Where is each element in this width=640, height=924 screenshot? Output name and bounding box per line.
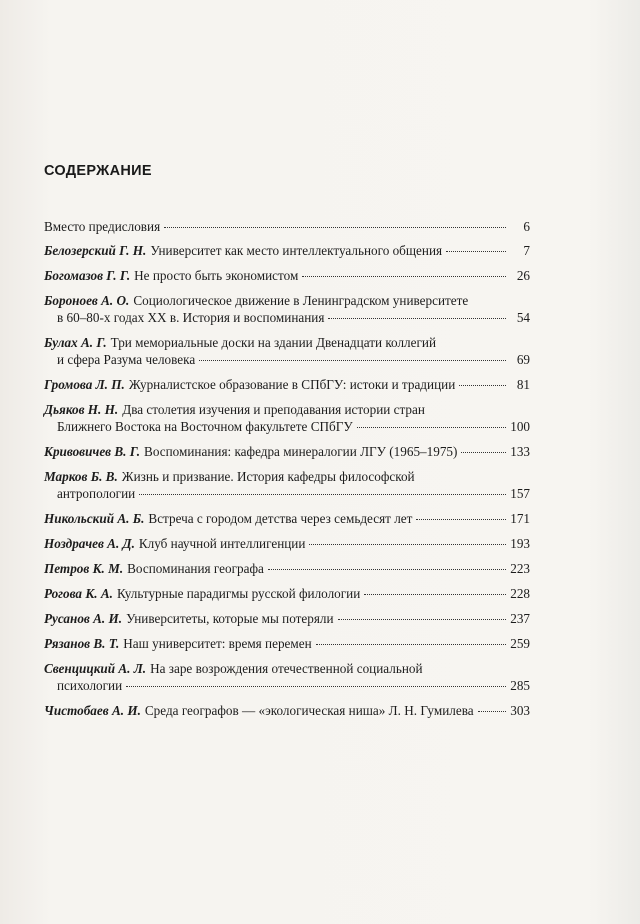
entry-author: Белозерский Г. Н. [44, 243, 147, 258]
dot-leader [478, 711, 506, 712]
entry-title: На заре возрождения отечественной социальной [150, 661, 423, 676]
page-number: 259 [510, 636, 530, 651]
page-number: 237 [510, 611, 530, 626]
page-number: 81 [516, 377, 530, 392]
toc-entry[interactable] [44, 218, 530, 235]
entry-title: Не просто быть экономистом [134, 268, 299, 283]
toc-entry[interactable] [44, 376, 530, 393]
toc-entry[interactable] [44, 660, 530, 694]
entry-title-continued: антропологии [57, 486, 136, 501]
entry-title: Вместо предисловия [44, 219, 161, 234]
page-number: 303 [510, 703, 530, 718]
entry-author: Рязанов В. Т. [44, 636, 120, 651]
entry-title-continued: психологии [57, 678, 123, 693]
entry-author: Никольский А. Б. [44, 511, 145, 526]
dot-leader [309, 544, 506, 545]
entry-author: Русанов А. И. [44, 611, 123, 626]
entry-title-continued: и сфера Разума человека [57, 352, 196, 367]
toc-entry[interactable] [44, 610, 530, 627]
toc-entry[interactable] [44, 334, 530, 368]
dot-leader [328, 318, 506, 319]
entry-title: Воспоминания географа [127, 561, 264, 576]
entry-author: Булах А. Г. [44, 335, 107, 350]
entry-author: Бороноев А. О. [44, 293, 130, 308]
entry-title-continued: в 60–80-х годах XX в. История и воспоминания [57, 310, 325, 325]
page-number: 7 [523, 243, 530, 258]
toc-entry[interactable] [44, 560, 530, 577]
toc-entry[interactable] [44, 585, 530, 602]
entry-author: Кривовичев В. Г. [44, 444, 141, 459]
toc-entry[interactable] [44, 267, 530, 284]
toc-entry[interactable] [44, 535, 530, 552]
toc-entry[interactable] [44, 443, 530, 460]
dot-leader [302, 276, 506, 277]
page-number: 6 [523, 219, 530, 234]
dot-leader [461, 452, 506, 453]
toc-entry[interactable] [44, 401, 530, 435]
entry-title: Три мемориальные доски на здании Двенадцати коллегий [110, 335, 437, 350]
page-number: 100 [510, 419, 530, 434]
dot-leader [446, 251, 506, 252]
toc-entry[interactable] [44, 242, 530, 259]
entry-author: Громова Л. П. [44, 377, 125, 392]
entry-author: Дьяков Н. Н. [44, 402, 119, 417]
dot-leader [416, 519, 506, 520]
entry-title: Жизнь и призвание. История кафедры философской [121, 469, 415, 484]
dot-leader [139, 494, 506, 495]
toc-entry[interactable] [44, 702, 530, 719]
dot-leader [338, 619, 506, 620]
entry-title: Клуб научной интеллигенции [138, 536, 306, 551]
page-number: 26 [516, 268, 530, 283]
entry-author: Чистобаев А. И. [44, 703, 141, 718]
entry-title: Среда географов — «экологическая ниша» Л. Н. Гумилева [144, 703, 474, 718]
dot-leader [199, 360, 506, 361]
page-number: 285 [510, 678, 530, 693]
entry-title: Социологическое движение в Ленинградском университете [133, 293, 469, 308]
entry-title: Два столетия изучения и преподавания истории стран [122, 402, 425, 417]
table-of-contents [44, 218, 530, 719]
page-number: 171 [510, 511, 530, 526]
dot-leader [268, 569, 506, 570]
page-number: 193 [510, 536, 530, 551]
toc-entry[interactable] [44, 510, 530, 527]
entry-title: Журналистское образование в СПбГУ: истоки и традиции [128, 377, 456, 392]
page-number: 54 [516, 310, 530, 325]
page-title: СОДЕРЖАНИЕ [44, 163, 152, 179]
entry-author: Богомазов Г. Г. [44, 268, 131, 283]
entry-author: Рогова К. А. [44, 586, 113, 601]
dot-leader [459, 385, 506, 386]
toc-entry[interactable] [44, 468, 530, 502]
page-number: 223 [510, 561, 530, 576]
toc-entry[interactable] [44, 635, 530, 652]
dot-leader [357, 427, 506, 428]
entry-title: Культурные парадигмы русской филологии [116, 586, 361, 601]
page-number: 69 [516, 352, 530, 367]
dot-leader [364, 594, 506, 595]
page-number: 228 [510, 586, 530, 601]
dot-leader [126, 686, 506, 687]
page-number: 157 [510, 486, 530, 501]
entry-title: Наш университет: время перемен [123, 636, 312, 651]
toc-entry[interactable] [44, 292, 530, 326]
entry-title: Встреча с городом детства через семьдесят лет [148, 511, 413, 526]
dot-leader [316, 644, 506, 645]
entry-title-continued: Ближнего Востока на Восточном факультете СПбГУ [57, 419, 353, 434]
entry-title: Воспоминания: кафедра минералогии ЛГУ (1965–1975) [144, 444, 458, 459]
page-number: 133 [510, 444, 530, 459]
entry-author: Свенцицкий А. Л. [44, 661, 147, 676]
dot-leader [164, 227, 506, 228]
entry-title: Университет как место интеллектуального общения [150, 243, 443, 258]
entry-author: Ноздрачев А. Д. [44, 536, 135, 551]
entry-author: Марков Б. В. [44, 469, 118, 484]
entry-title: Университеты, которые мы потеряли [126, 611, 334, 626]
entry-author: Петров К. М. [44, 561, 124, 576]
